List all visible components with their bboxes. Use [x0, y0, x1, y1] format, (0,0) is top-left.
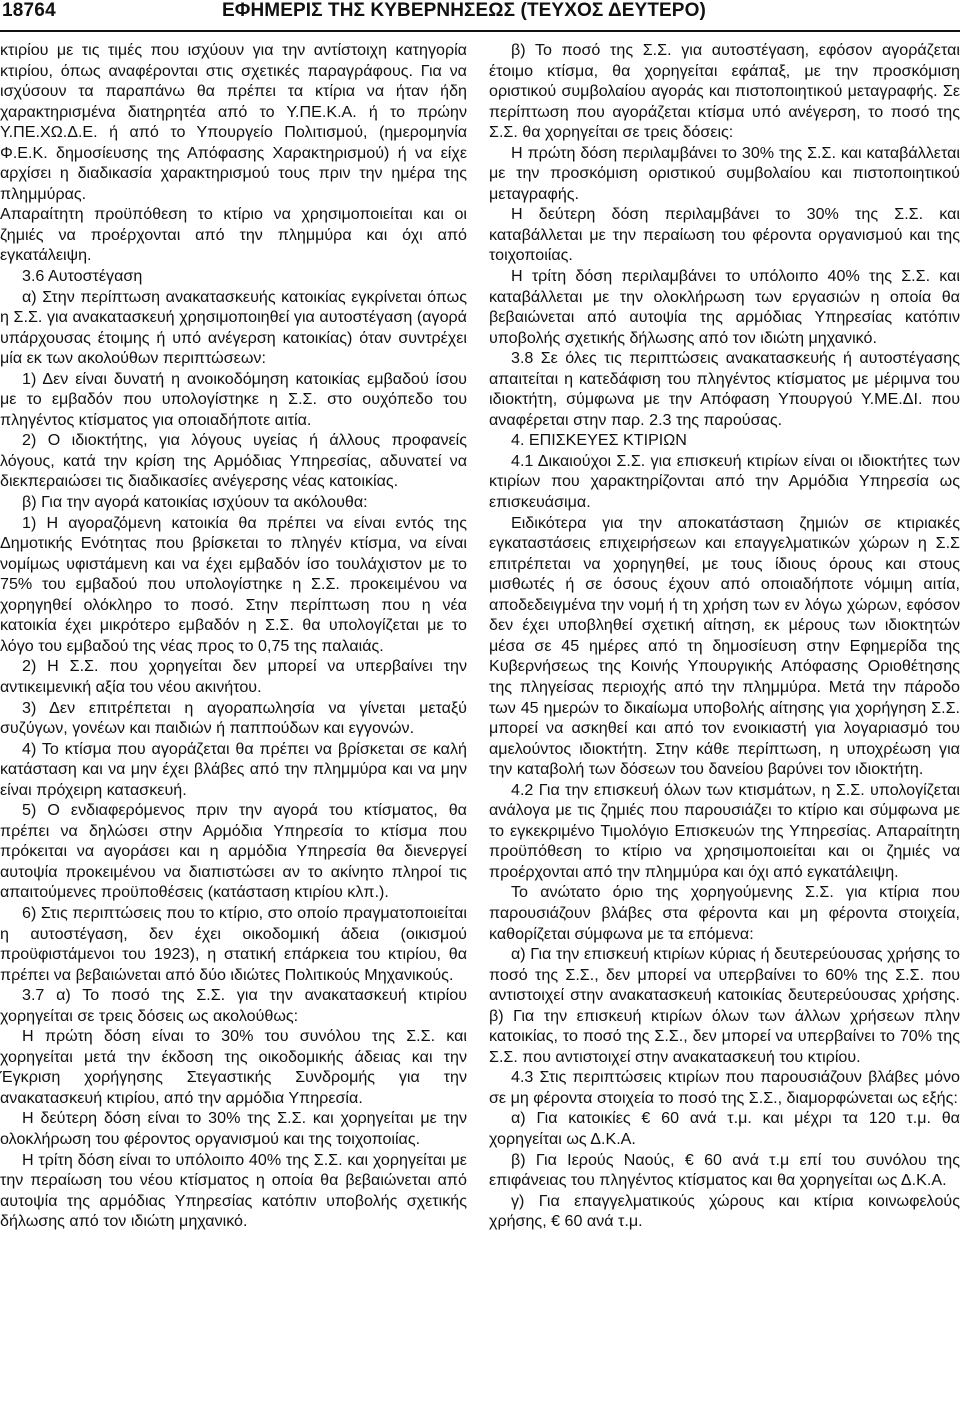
paragraph: 1) Η αγοραζόμενη κατοικία θα πρέπει να είναι εντός της Δημοτικής Ενότητας που βρίσκεται το πληγέν κτίσμα, να είναι νομίμως υφιστάμενη και να έχει εμβαδόν ίσο τουλάχιστον με το 75% του εμβαδού που υπολογίστηκε η Σ.Σ. προκειμένου να χορηγηθεί ολόκληρο το ποσό. Στην περίπτωση που η νέα κατοικία έχει μικρότερο εμβαδόν η Σ.Σ. θα υπολογίζεται με το λόγο του εμβαδού της νέας προς το 0,75 της παλαιάς. — [0, 513, 467, 655]
paragraph: κτιρίου με τις τιμές που ισχύουν για την αντίστοιχη κατηγορία κτιρίου, όπως αναφέρονται στις σχετικές παραγράφους. Για να ισχύσουν τα παραπάνω θα πρέπει τα κτίρια να ήταν ήδη χαρακτηρισμένα διατηρητέα από το Υ.ΠΕ.Κ.Α. ή το πρώην Υ.ΠΕ.ΧΩ.Δ.Ε. ή από το Υπουργείο Πολιτισμού, (ημερομηνία Φ.Ε.Κ. δημοσίευσης της Απόφασης Χαρακτηρισμού) ή να είχε αρχίσει η διαδικασία χαρακτηρισμού τους πριν την ημέρα της πλημμύρας. — [0, 41, 467, 203]
paragraph: 3.6 Αυτοστέγαση — [22, 267, 143, 286]
paragraph: β) Για Ιερούς Ναούς, € 60 ανά τ.μ επί του συνόλου της επιφάνειας του πληγέντος κτίσματος και θα χορηγείται ως Δ.Κ.Α. — [489, 1150, 960, 1190]
paragraph: 4.2 Για την επισκευή όλων των κτισμάτων, η Σ.Σ. υπολογίζεται ανάλογα με τις ζημιές που παρουσιάζει το κτίριο και σύμφωνα με το εγκεκριμένο Τιμολόγιο Επισκευών της Υπηρεσίας. Απαραίτητη προϋπόθεση το κτίριο να χρησιμοποιείται και οι ζημιές να προέρχονται από την πλημμύρα και όχι από εγκατάλειψη. — [489, 780, 960, 881]
right-column — [489, 40, 960, 1420]
paragraph: Η πρώτη δόση περιλαμβάνει το 30% της Σ.Σ. και καταβάλλεται με την προσκόμιση οριστικού συμβολαίου και πιστοποιητικού μεταγραφής. — [489, 143, 960, 203]
paragraph: 4.3 Στις περιπτώσεις κτιρίων που παρουσιάζουν βλάβες μόνο σε μη φέροντα στοιχεία το ποσό της Σ.Σ., διαμορφώνεται ως εξής: — [489, 1068, 960, 1107]
left-column — [0, 40, 467, 1420]
paragraph: 2) Η Σ.Σ. που χορηγείται δεν μπορεί να υπερβαίνει την αντικειμενική αξία του νέου ακινήτου. — [0, 657, 467, 696]
paragraph: 5) Ο ενδιαφερόμενος πριν την αγορά του κτίσματος, θα πρέπει να δηλώσει στην Αρμόδια Υπηρεσία το κτίσμα που πρόκειται να αγοράσει και η αρμόδια Υπηρεσία θα διενεργεί αυτοψία προκειμένου να διαπιστώσει αν το ακίνητο πληροί τις απαιτούμενες προϋποθέσεις (κατάσταση κτιρίου κλπ.). — [0, 801, 467, 902]
paragraph: Η πρώτη δόση είναι το 30% του συνόλου της Σ.Σ. και χορηγείται μετά την έκδοση της οικοδομικής άδειας και την Έγκριση χορήγησης Στεγαστικής Συνδρομής για την ανακατασκευή κτιρίου, από την αρμόδια Υπηρεσία. — [0, 1027, 467, 1107]
paragraph: α) Στην περίπτωση ανακατασκευής κατοικίας εγκρίνεται όπως η Σ.Σ. για ανακατασκευή χρησιμοποιηθεί για αυτοστέγαση (αγορά υπάρχουσας έτοιμης ή υπό ανέγερση κατοικίας) όταν συντρέχει μία εκ των ακολούθων περιπτώσεων: — [0, 287, 467, 368]
paragraph: Το ανώτατο όριο της χορηγούμενης Σ.Σ. για κτίρια που παρουσιάζουν βλάβες στα φέροντα και μη φέροντα στοιχεία, καθορίζεται σύμφωνα με τα επόμενα: — [489, 883, 960, 943]
paragraph: γ) Για επαγγελματικούς χώρους και κτίρια κοινωφελούς χρήσης, € 60 ανά τ.μ. — [489, 1191, 960, 1231]
header-rule — [0, 30, 960, 32]
paragraph: α) Για κατοικίες € 60 ανά τ.μ. και μέχρι τα 120 τ.μ. θα χορηγείται ως Δ.Κ.Α. — [489, 1109, 960, 1148]
paragraph: 3.7 α) Το ποσό της Σ.Σ. για την ανακατασκευή κτιρίου χορηγείται σε τρεις δόσεις ως ακολούθως: — [0, 986, 467, 1025]
paragraph: 1) Δεν είναι δυνατή η ανοικοδόμηση κατοικίας εμβαδού ίσου με το εμβαδόν που υπολογίστηκε η Σ.Σ. στο ουχόπεδο του πληγέντος κτίσματος για οποιαδήποτε αιτία. — [0, 369, 467, 429]
paragraph: Η δεύτερη δόση είναι το 30% της Σ.Σ. και χορηγείται με την ολοκλήρωση του φέροντος οργανισμού και της τοιχοποιίας. — [0, 1109, 467, 1148]
paragraph: β) Για την αγορά κατοικίας ισχύουν τα ακόλουθα: — [22, 493, 368, 512]
paragraph: Απαραίτητη προϋπόθεση το κτίριο να χρησιμοποιείται και οι ζημιές να προέρχονται από την πλημμύρα και όχι από εγκατάλειψη. — [0, 205, 467, 265]
paragraph: 6) Στις περιπτώσεις που το κτίριο, στο οποίο πραγματοποιείται η αυτοστέγαση, δεν έχει οικοδομική άδεια (οικισμού προϋφιστάμενοι του 1923), η στατική επάρκεια του κτιρίου, θα πρέπει να βεβαιώνεται από δύο ιδιώτες Πολιτικούς Μηχανικούς. — [0, 903, 467, 984]
paragraph: α) Για την επισκευή κτιρίων κύριας ή δευτερεύουσας χρήσης το ποσό της Σ.Σ., δεν μπορεί να υπερβαίνει το 60% της Σ.Σ. που αντιστοιχεί στην ανακατασκευή κατοικίας δευτερεύουσας χρήσης. β) Για την επισκευή κτιρίων όλων των άλλων χρήσεων πλην κατοικίας, το ποσό της Σ.Σ., δεν μπορεί να υπερβαίνει το 70% της Σ.Σ. που αντιστοιχεί στην ανακατασκευή του κτιρίου. — [489, 945, 960, 1066]
paragraph: Η δεύτερη δόση περιλαμβάνει το 30% της Σ.Σ. και καταβάλλεται με την περαίωση του φέροντα οργανισμού και της τοιχοποιίας. — [489, 205, 960, 265]
paragraph: 3) Δεν επιτρέπεται η αγοραπωλησία να γίνεται μεταξύ συζύγων, γονέων και παιδιών ή παππούδων και εγγονών. — [0, 698, 467, 738]
page-header — [0, 0, 960, 28]
paragraph: 4. ΕΠΙΣΚΕΥΕΣ ΚΤΙΡΙΩΝ — [511, 431, 687, 450]
paragraph: Η τρίτη δόση περιλαμβάνει το υπόλοιπο 40% της Σ.Σ. και καταβάλλεται με την ολοκλήρωση των εργασιών η οποία θα βεβαιώνεται από αυτοψία της αρμόδιας Υπηρεσίας κατόπιν υποβολής σχετικής δήλωσης από τον ιδιώτη μηχανικό. — [489, 267, 960, 347]
paragraph: Ειδικότερα για την αποκατάσταση ζημιών σε κτιριακές εγκαταστάσεις επιχειρήσεων και επαγγελματικών χώρων η Σ.Σ επιτρέπεται να χορηγηθεί, με τους ίδιους όρους και στους μισθωτές ή σε όσους έχουν από οποιαδήποτε νόμιμη αιτία, αποδεδειγμένα την νομή ή τη χρήση των εν λόγω χώρων, εφόσον δεν έχει υποβληθεί σχετική αίτηση, εκ μέρους των ιδιοκτητών μέσα σε 45 ημέρες από τη δημοσίευση στην Εφημερίδα της Κυβερνήσεως της Κοινής Υπουργικής Απόφασης Οριοθέτησης της πληγείσας περιοχής από την πλημμύρα. Μετά την πάροδο των 45 ημερών το δικαίωμα υποβολής αίτησης για χορήγηση Σ.Σ. μπορεί να ασκηθεί και από τον ενοικιαστή για λογαριασμό του αμελούντος ιδιοκτήτη. Στην κάθε περίπτωση, η υποχρέωση για την καταβολή των δόσεων του δανείου βαρύνει τον ιδιοκτήτη. — [489, 513, 960, 779]
paragraph: 3.8 Σε όλες τις περιπτώσεις ανακατασκευής ή αυτοστέγασης απαιτείται η κατεδάφιση του πληγέντος κτίσματος με μέριμνα του ιδιοκτήτη, σύμφωνα με την Απόφαση Υπουργού Υ.ΜΕ.ΔΙ. που αναφέρεται στην παρ. 2.3 της παρούσας. — [489, 349, 960, 429]
paragraph: β) Το ποσό της Σ.Σ. για αυτοστέγαση, εφόσον αγοράζεται έτοιμο κτίσμα, θα χορηγείται εφάπαξ, με την προσκόμιση οριστικού συμβολαίου αγοράς και πιστοποιητικού μεταγραφής. Σε περίπτωση που αγοράζεται κτίσμα υπό ανέγερση, το ποσό της Σ.Σ. θα χορηγείται σε τρεις δόσεις: — [489, 41, 960, 142]
page-number: 18764 — [2, 0, 56, 21]
paragraph: 4.1 Δικαιούχοι Σ.Σ. για επισκευή κτιρίων είναι οι ιδιοκτήτες των κτιρίων που χαρακτηρίζονται από την Αρμόδια Υπηρεσία ως επισκευάσιμα. — [489, 451, 960, 512]
paragraph: 4) Το κτίσμα που αγοράζεται θα πρέπει να βρίσκεται σε καλή κατάσταση και να μην έχει βλάβες από την πλημμύρα και να μην είναι πρόχειρη κατασκευή. — [0, 739, 467, 799]
journal-title: ΕΦΗΜΕΡΙΣ ΤΗΣ ΚΥΒΕΡΝΗΣΕΩΣ (ΤΕΥΧΟΣ ΔΕΥΤΕΡΟ) — [222, 0, 706, 21]
paragraph: Η τρίτη δόση είναι το υπόλοιπο 40% της Σ.Σ. και χορηγείται με την περαίωση του νέου κτίσματος η οποία θα βεβαιώνεται από αυτοψία της αρμόδιας Υπηρεσίας κατόπιν υποβολής σχετικής δήλωσης από τον ιδιώτη μηχανικό. — [0, 1150, 467, 1231]
paragraph: 2) Ο ιδιοκτήτης, για λόγους υγείας ή άλλους προφανείς λόγους, κατά την κρίση της Αρμόδιας Υπηρεσίας, αδυνατεί να διεκπεραιώσει τις διαδικασίες ανέγερσης νέας κατοικίας. — [0, 431, 467, 491]
